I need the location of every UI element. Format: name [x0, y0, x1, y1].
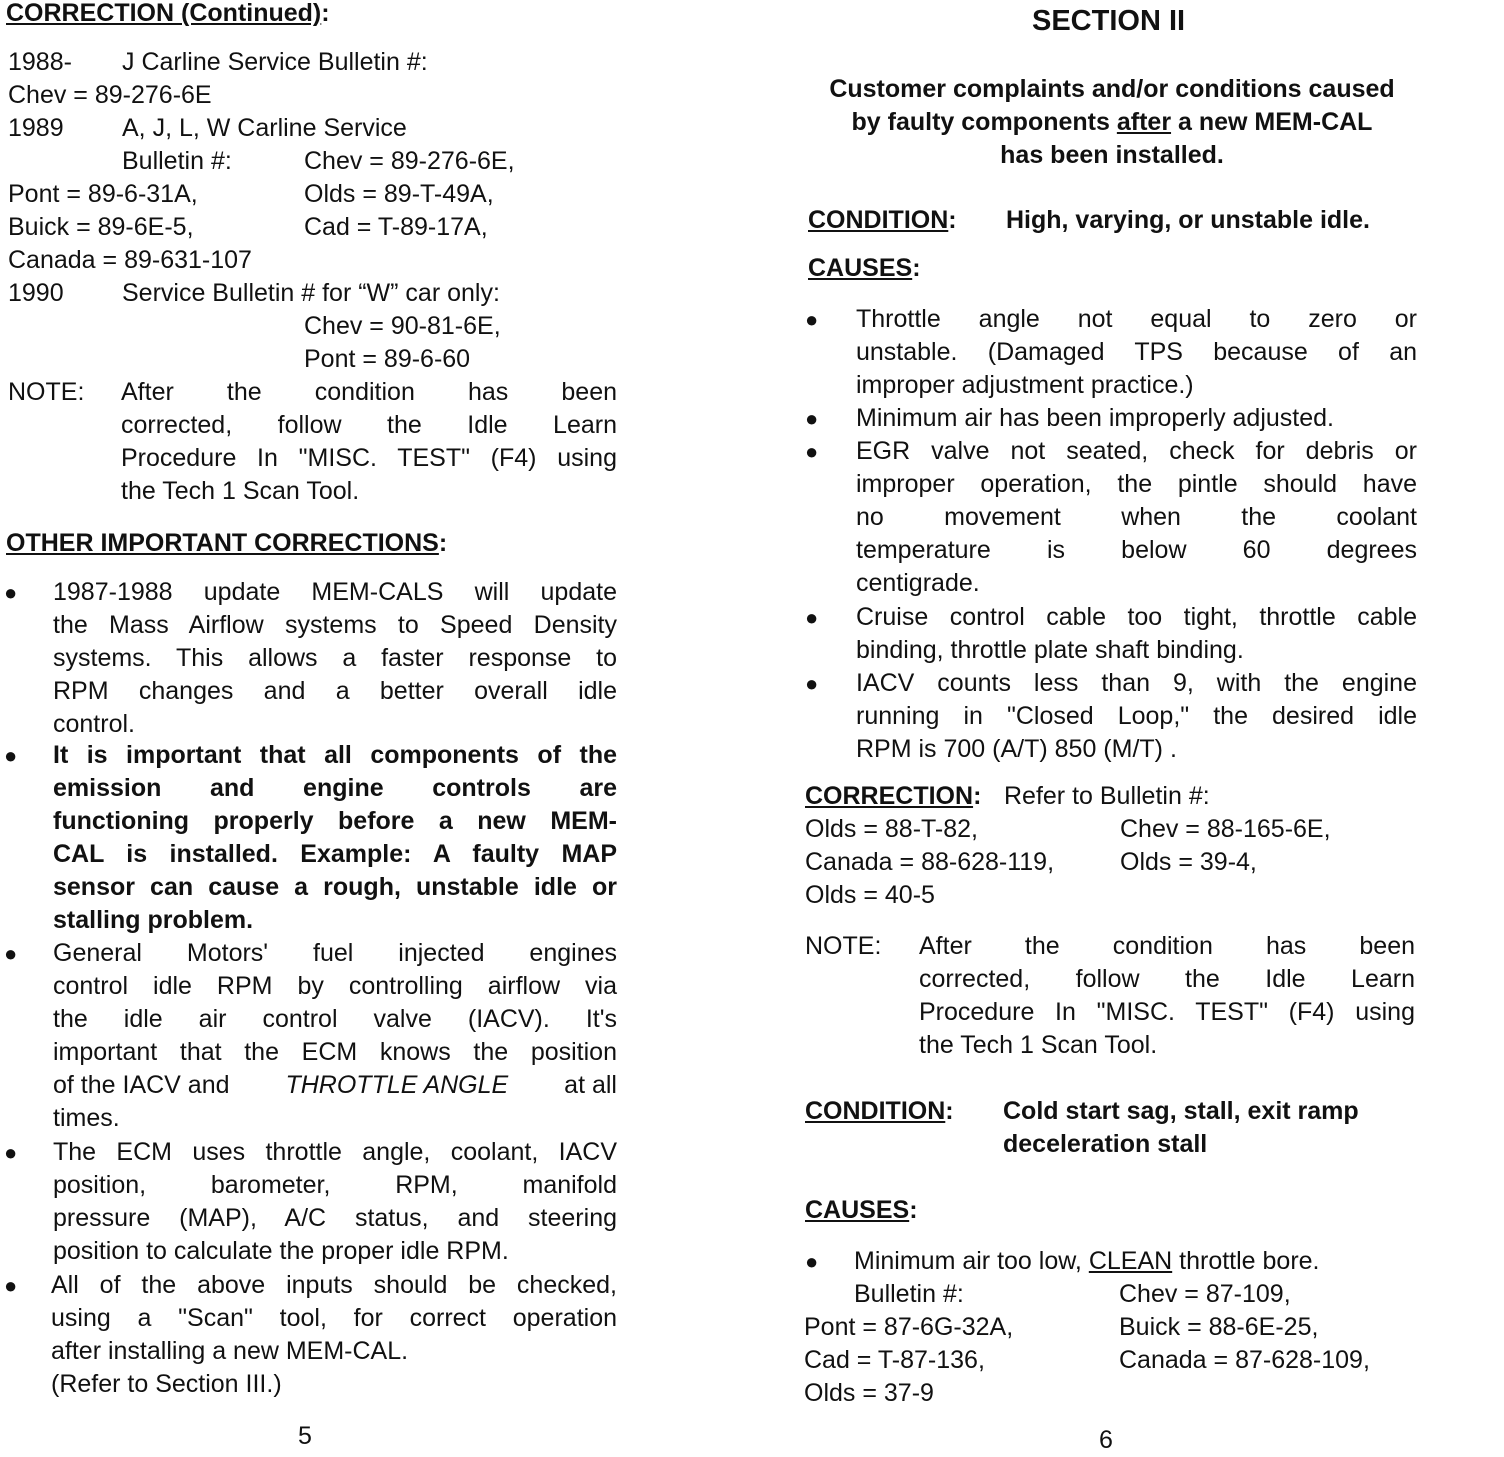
buick-1989: Buick = 89-6E-5, — [8, 213, 194, 241]
other-corrections-heading: OTHER IMPORTANT CORRECTIONS: — [6, 529, 448, 557]
chev-1988: Chev = 89-276-6E — [8, 81, 212, 109]
bullet-icon: ● — [805, 406, 819, 431]
correction-refer: Refer to Bulletin #: — [1004, 782, 1210, 810]
list-item: IACV counts less than 9, with the engine running in "Closed Loop," the desired idle RPM is 700 (A/T) 850 (M/T) . — [856, 669, 1417, 763]
condition-label: CONDITION: — [808, 206, 957, 234]
bullet-icon: ● — [805, 605, 819, 630]
bullet-icon: ● — [805, 307, 819, 332]
note-body: After the condition has been corrected, follow the Idle Learn Procedure In "MISC. TEST" (F4) using the Tech 1 Scan Tool. — [919, 932, 1415, 1059]
chev-88-165-6e: Chev = 88-165-6E, — [1120, 815, 1331, 843]
list-item: All of the above inputs should be checked, using a "Scan" tool, for correct operation after installing a new MEM-CAL. (Refer to Section III.) — [51, 1271, 617, 1398]
correction-heading: CORRECTION: — [805, 782, 982, 810]
bullet-icon: ● — [4, 1140, 18, 1165]
chev-1990: Chev = 90-81-6E, — [304, 312, 501, 340]
bullet-icon: ● — [4, 941, 18, 966]
cad-1989: Cad = T-89-17A, — [304, 213, 488, 241]
year-1990: 1990 — [8, 279, 64, 307]
year-1988: 1988- — [8, 48, 72, 76]
page-number: 5 — [298, 1422, 312, 1450]
section-title: SECTION II — [1032, 5, 1186, 37]
bullet-icon: ● — [4, 743, 18, 768]
cad-t-87-136: Cad = T-87-136, — [804, 1346, 985, 1374]
olds-37-9: Olds = 37-9 — [804, 1379, 934, 1407]
bullet-icon: ● — [4, 1273, 18, 1298]
note-body: After the condition has been corrected, follow the Idle Learn Procedure In "MISC. TEST" (F4) using the Tech 1 Scan Tool. — [121, 378, 617, 505]
olds-39-4: Olds = 39-4, — [1120, 848, 1257, 876]
bulletin-label: Bulletin #: — [854, 1280, 964, 1308]
list-item: 1987-1988 update MEM-CALS will update the Mass Airflow systems to Speed Density systems. This allows a faster response to RPM changes and a better overall idle control. — [53, 578, 617, 738]
olds-88-t-82: Olds = 88-T-82, — [805, 815, 978, 843]
list-item: Cruise control cable too tight, throttle cable binding, throttle plate shaft binding. — [856, 603, 1417, 664]
causes-heading: CAUSES: — [805, 1196, 918, 1224]
list-item: The ECM uses throttle angle, coolant, IACV position, barometer, RPM, manifold pressure (MAP), A/C status, and steering position to calculate the proper idle RPM. — [53, 1138, 617, 1265]
chev-1989: Chev = 89-276-6E, — [304, 147, 515, 175]
note-label: NOTE: — [8, 378, 85, 406]
bullet-icon: ● — [805, 1249, 819, 1274]
bulletin-label: Bulletin #: — [122, 147, 232, 175]
olds-40-5: Olds = 40-5 — [805, 881, 935, 909]
list-item: EGR valve not seated, check for debris or improper operation, the pintle should have no movement when the coolant temperature is below 60 degrees centigrade. — [856, 437, 1417, 597]
year-1988-text: J Carline Service Bulletin #: — [122, 48, 428, 76]
olds-1989: Olds = 89-T-49A, — [304, 180, 494, 208]
pont-1990: Pont = 89-6-60 — [304, 345, 471, 373]
buick-88-6e-25: Buick = 88-6E-25, — [1119, 1313, 1319, 1341]
list-item: It is important that all components of the emission and engine controls are functioning properly before a new MEM- CAL is installed. Example: A faulty MAP sensor can cause a rough, unstable idle or stalling problem. — [53, 741, 617, 934]
canada-87-628-109: Canada = 87-628-109, — [1119, 1346, 1370, 1374]
canada-88-628-119: Canada = 88-628-119, — [805, 848, 1055, 876]
intro-text: Customer complaints and/or conditions caused by faulty components after a new MEM-CAL has been installed. — [829, 75, 1395, 169]
year-1990-text: Service Bulletin # for “W” car only: — [122, 279, 500, 307]
year-1989: 1989 — [8, 114, 64, 142]
bullet-icon: ● — [805, 671, 819, 696]
condition-text: Cold start sag, stall, exit ramp — [1003, 1097, 1359, 1125]
pont-87-6g-32a: Pont = 87-6G-32A, — [804, 1313, 1014, 1341]
list-item: Throttle angle not equal to zero or unstable. (Damaged TPS because of an improper adjustment practice.) — [856, 305, 1417, 399]
list-item: Minimum air too low, CLEAN throttle bore. — [854, 1247, 1320, 1275]
bullet-icon: ● — [4, 580, 18, 605]
year-1989-text: A, J, L, W Carline Service — [122, 114, 407, 142]
condition-text: High, varying, or unstable idle. — [1006, 206, 1370, 234]
condition-text-line2: deceleration stall — [1003, 1130, 1208, 1158]
list-item: Minimum air has been improperly adjusted. — [856, 404, 1334, 432]
bullet-icon: ● — [805, 439, 819, 464]
list-item: General Motors' fuel injected engines control idle RPM by controlling airflow via the idle air control valve (IACV). It's important that the ECM knows the position of the IACV and THROTTLE ANGLE at all times. — [53, 939, 617, 1132]
chev-87-109: Chev = 87-109, — [1119, 1280, 1291, 1308]
correction-continued-heading: CORRECTION (Continued): — [6, 0, 330, 27]
note-label: NOTE: — [805, 932, 882, 960]
condition-label: CONDITION: — [805, 1097, 954, 1125]
pont-1989: Pont = 89-6-31A, — [8, 180, 198, 208]
page-number: 6 — [1099, 1426, 1113, 1454]
canada-1989: Canada = 89-631-107 — [8, 246, 252, 274]
causes-heading: CAUSES: — [808, 254, 921, 282]
